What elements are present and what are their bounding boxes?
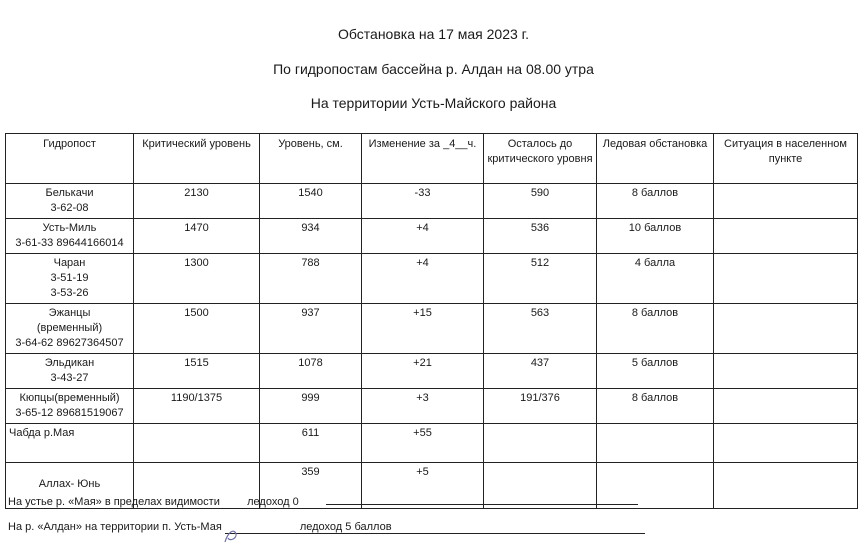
- post-name-cell: [6, 254, 134, 304]
- col-header-situation: Ситуация в населенном пункте: [714, 134, 858, 184]
- situation-cell: [714, 219, 858, 254]
- col-header-remaining: Осталось до критического уровня: [484, 134, 597, 184]
- critical-cell: [134, 424, 260, 463]
- col-header-change: Изменение за _4__ч.: [362, 134, 484, 184]
- ice-cell: 10 баллов: [597, 219, 714, 254]
- post-name-line: Кюпцы(временный): [19, 392, 120, 404]
- remaining-cell: [484, 424, 597, 463]
- remaining-cell: 590: [484, 184, 597, 219]
- change-cell: -33: [362, 184, 484, 219]
- critical-cell: 1515: [134, 354, 260, 389]
- critical-cell: 2130: [134, 184, 260, 219]
- table-row: [6, 254, 858, 304]
- remaining-cell: 563: [484, 304, 597, 354]
- post-name-line: 3-64-62 89627364507: [15, 337, 124, 349]
- footer-underline-1: [326, 492, 638, 505]
- post-name-line: Эжанцы: [48, 307, 91, 319]
- post-name-cell: [6, 219, 134, 254]
- change-cell: +15: [362, 304, 484, 354]
- footer-value-1: ледоход 0: [223, 496, 323, 509]
- post-name-cell: [6, 184, 134, 219]
- level-cell: 359: [260, 463, 362, 509]
- situation-cell: [714, 389, 858, 424]
- table-header-row: [6, 134, 858, 184]
- report-title: Обстановка на 17 мая 2023 г.: [338, 26, 529, 42]
- col-header-critical: Критический уровень: [134, 134, 260, 184]
- table-row: [6, 354, 858, 389]
- col-header-level: Уровень, см.: [260, 134, 362, 184]
- signature-mark: [222, 524, 240, 544]
- ice-cell: 8 баллов: [597, 304, 714, 354]
- table-row: [6, 219, 858, 254]
- change-cell: +55: [362, 424, 484, 463]
- change-cell: +21: [362, 354, 484, 389]
- change-cell: +5: [362, 463, 484, 509]
- table-row: [6, 184, 858, 219]
- footer-label-2: На р. «Алдан» на территории п. Усть-Мая: [8, 521, 222, 533]
- post-name-line: 3-65-12 89681519067: [15, 407, 124, 419]
- ice-cell: [597, 424, 714, 463]
- post-name-line: 3-53-26: [50, 287, 89, 299]
- situation-cell: [714, 184, 858, 219]
- level-cell: 934: [260, 219, 362, 254]
- table-row: [6, 304, 858, 354]
- table-body: [6, 184, 858, 509]
- post-name-cell: [6, 304, 134, 354]
- ice-cell: 5 баллов: [597, 354, 714, 389]
- level-cell: 1540: [260, 184, 362, 219]
- ice-cell: 8 баллов: [597, 184, 714, 219]
- post-name-cell: [6, 354, 134, 389]
- ice-cell: 4 балла: [597, 254, 714, 304]
- post-name-line: 3-51-19: [50, 272, 89, 284]
- post-name-line: Чаран: [53, 257, 86, 269]
- post-name-line: Усть-Миль: [42, 222, 97, 234]
- table-row: [6, 389, 858, 424]
- level-cell: 611: [260, 424, 362, 463]
- post-name-line: (временный): [36, 322, 103, 334]
- post-name-line: Аллах- Юнь: [38, 478, 101, 490]
- remaining-cell: 437: [484, 354, 597, 389]
- ice-cell: 8 баллов: [597, 389, 714, 424]
- situation-cell: [714, 463, 858, 509]
- post-name-line: 3-61-33 89644166014: [15, 237, 124, 249]
- post-name-cell: [6, 389, 134, 424]
- footer-line-1: [8, 492, 638, 509]
- footer-line-2: [8, 521, 645, 534]
- post-name-line: 3-43-27: [50, 372, 89, 384]
- critical-cell: 1470: [134, 219, 260, 254]
- remaining-cell: 536: [484, 219, 597, 254]
- footer-value-2: ледоход 5 баллов: [225, 521, 645, 534]
- report-district: На территории Усть-Майского района: [310, 95, 557, 111]
- situation-cell: [714, 254, 858, 304]
- change-cell: +3: [362, 389, 484, 424]
- col-header-ice: Ледовая обстановка: [597, 134, 714, 184]
- level-cell: 937: [260, 304, 362, 354]
- change-cell: +4: [362, 254, 484, 304]
- hydropost-table: [5, 133, 858, 509]
- table-row: [6, 424, 858, 463]
- situation-cell: [714, 424, 858, 463]
- situation-cell: [714, 354, 858, 389]
- situation-cell: [714, 304, 858, 354]
- level-cell: 999: [260, 389, 362, 424]
- remaining-cell: 512: [484, 254, 597, 304]
- remaining-cell: 191/376: [484, 389, 597, 424]
- change-cell: +4: [362, 219, 484, 254]
- post-name-cell: [6, 424, 134, 463]
- level-cell: 1078: [260, 354, 362, 389]
- post-name-line: 3-62-08: [50, 202, 89, 214]
- critical-cell: 1500: [134, 304, 260, 354]
- report-subtitle: По гидропостам бассейна р. Алдан на 08.00 утра: [273, 61, 594, 77]
- footer-label-1: На устье р. «Мая» в пределах видимости: [8, 496, 220, 508]
- post-name-line: Чабда р.Мая: [9, 427, 75, 439]
- level-cell: 788: [260, 254, 362, 304]
- col-header-post: Гидропост: [6, 134, 134, 184]
- post-name-line: Эльдикан: [44, 357, 95, 369]
- critical-cell: 1190/1375: [134, 389, 260, 424]
- post-name-line: Белькачи: [45, 187, 94, 199]
- critical-cell: 1300: [134, 254, 260, 304]
